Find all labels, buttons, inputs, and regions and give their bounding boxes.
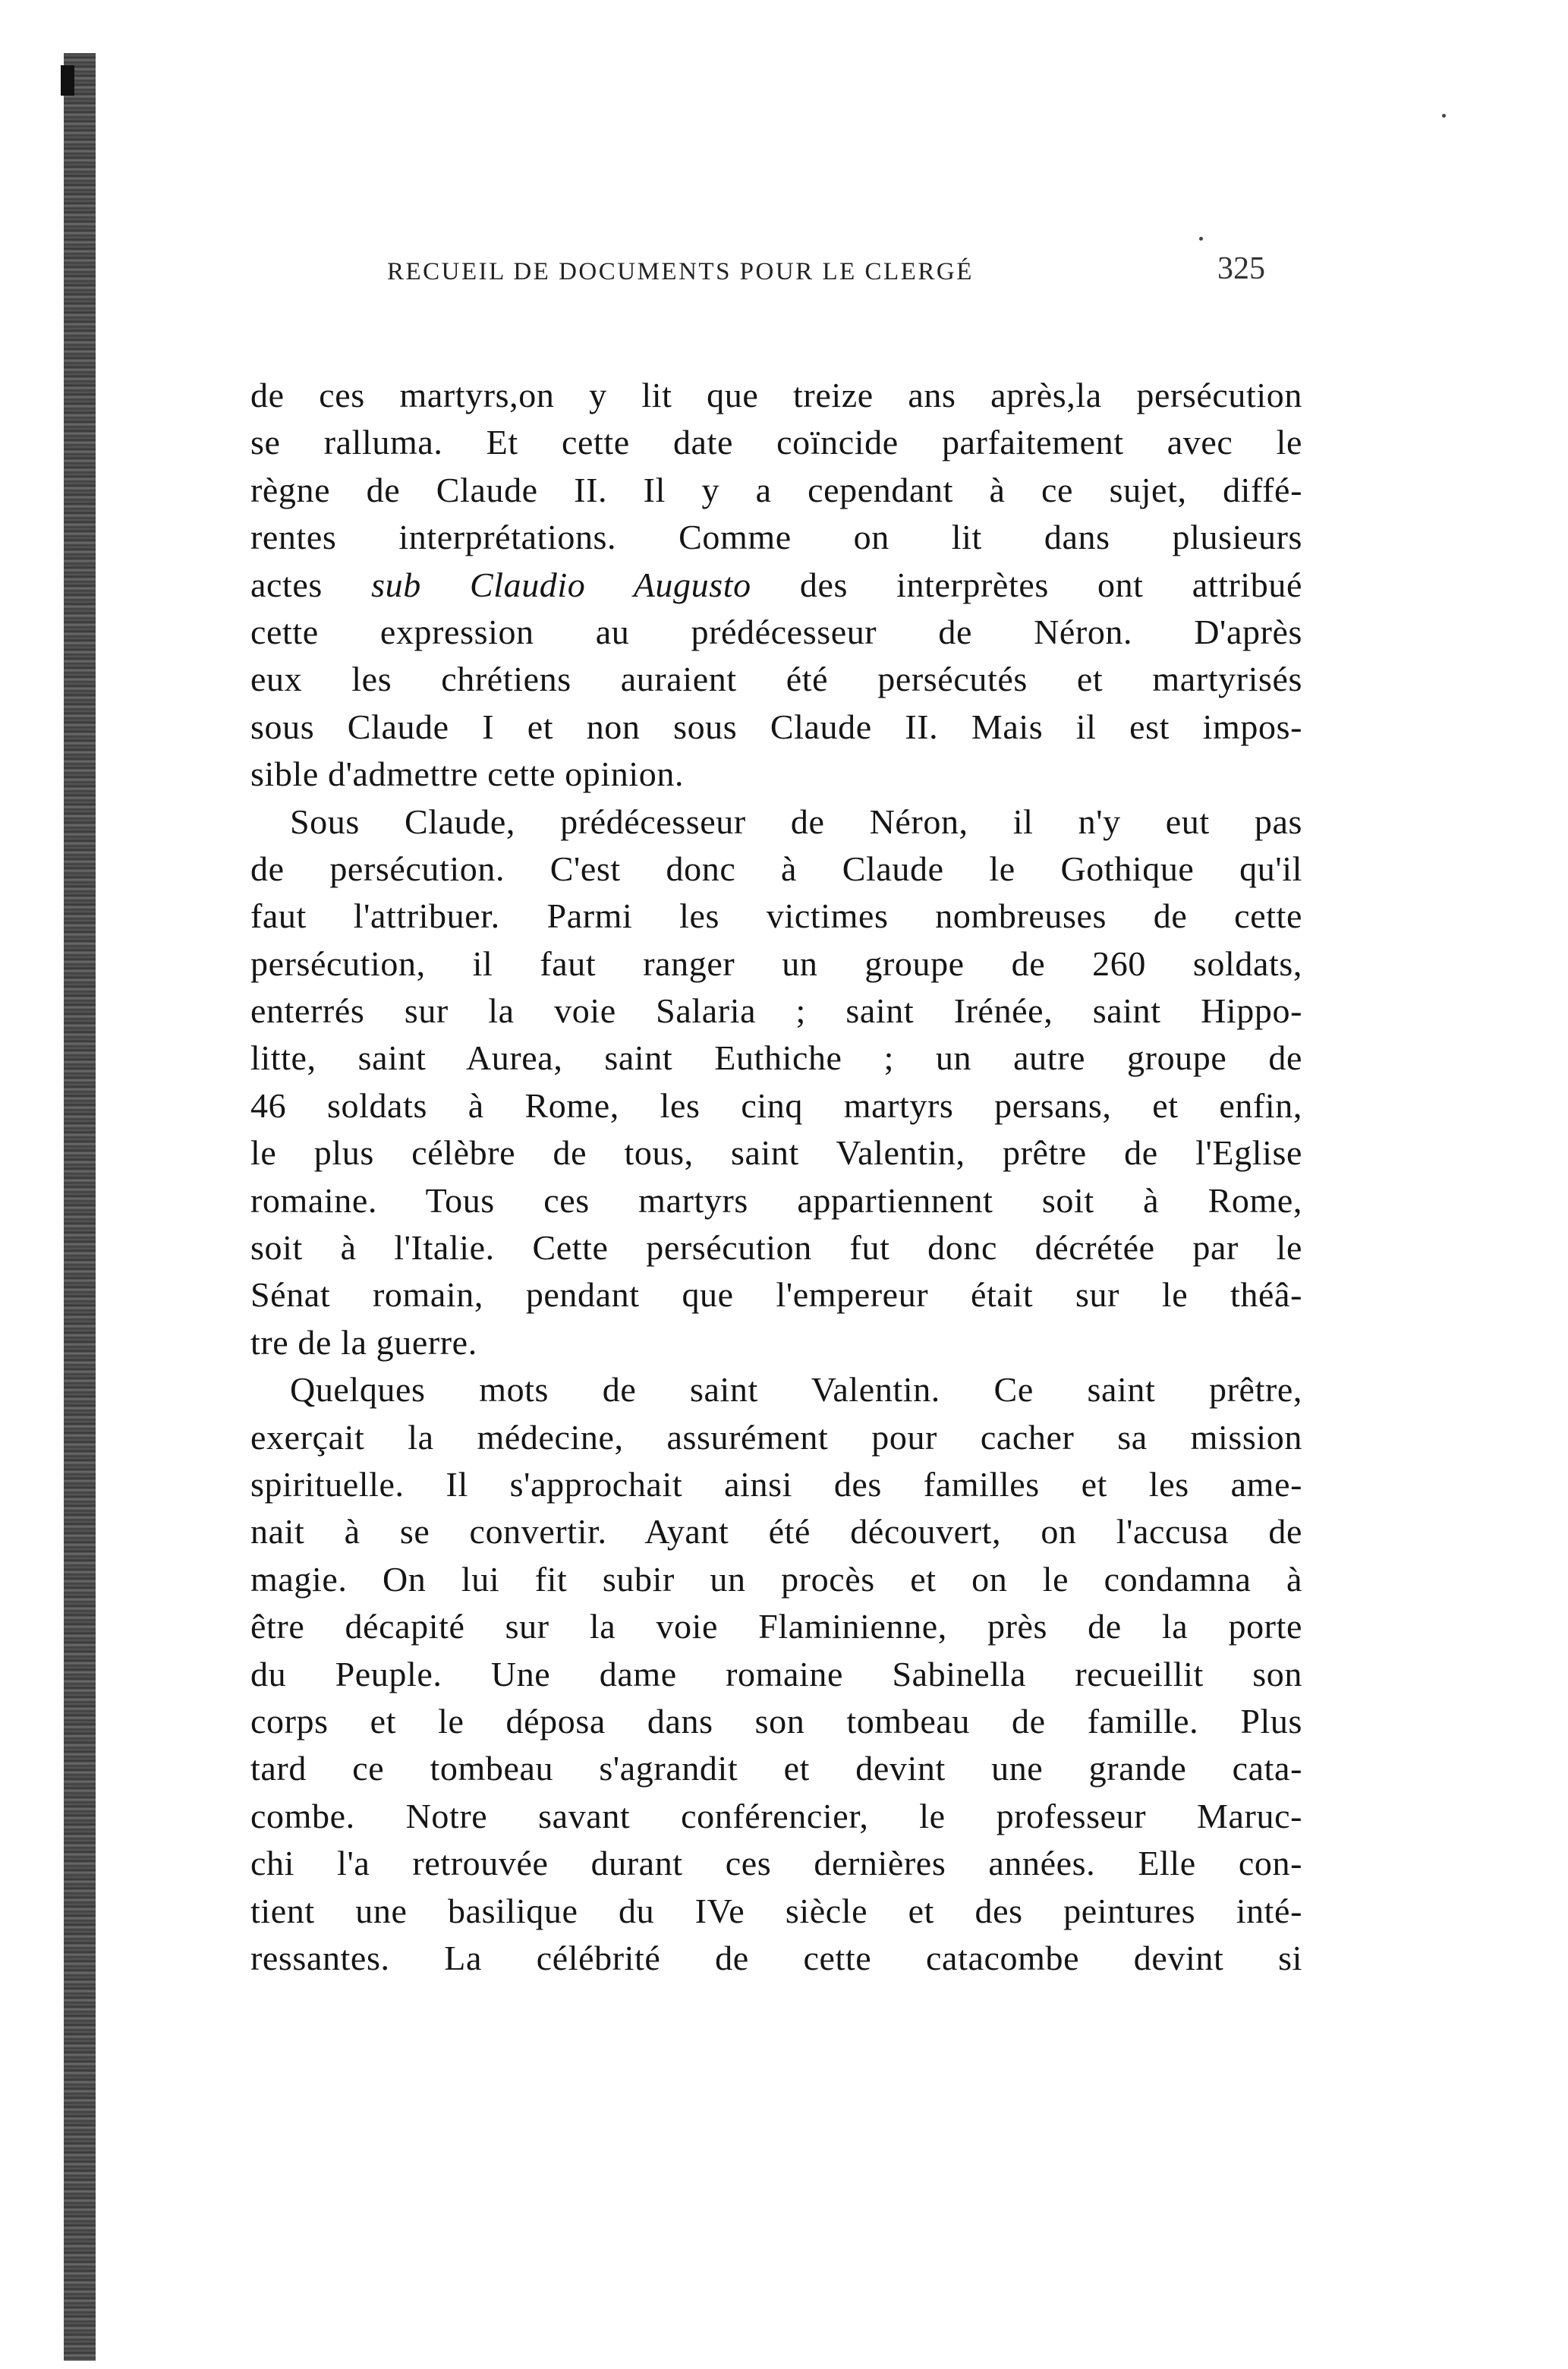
text-line: de ces martyrs,on y lit que treize ans après,la persécution	[250, 376, 1302, 414]
scan-speck	[1199, 237, 1203, 241]
text-line: romaine. Tous ces martyrs appartiennent soit à Rome,	[250, 1180, 1302, 1220]
text-line: le plus célèbre de tous, saint Valentin, prêtre de l'Eglise	[250, 1133, 1302, 1173]
text-line: Sénat romain, pendant que l'empereur était sur le théâ-	[250, 1275, 1302, 1315]
text-line	[250, 562, 1302, 609]
text-fragment: actes	[250, 565, 323, 604]
paragraph-start-line: Sous Claude, prédécesseur de Néron, il n'y eut pas	[290, 802, 1302, 841]
latin-phrase: sub Claudio Augusto	[371, 565, 751, 604]
text-line: de persécution. C'est donc à Claude le Gothique qu'il	[250, 849, 1302, 888]
text-line: enterrés sur la voie Salaria ; saint Irénée, saint Hippo-	[250, 991, 1302, 1031]
text-line: persécution, il faut ranger un groupe de 260 soldats,	[250, 944, 1302, 983]
running-head: RECUEIL DE DOCUMENTS POUR LE CLERGÉ	[387, 258, 974, 285]
text-line: sous Claude I et non sous Claude II. Mais il est impos-	[250, 707, 1302, 746]
text-line: sible d'admettre cette opinion.	[250, 754, 685, 794]
text-line: tient une basilique du IVe siècle et des peintures inté-	[250, 1891, 1302, 1930]
text-line: combe. Notre savant conférencier, le professeur Maruc-	[250, 1796, 1302, 1835]
text-line: rentes interprétations. Comme on lit dans plusieurs	[250, 518, 1302, 557]
text-line: tre de la guerre.	[250, 1322, 477, 1362]
text-line: nait à se convertir. Ayant été découvert, on l'accusa de	[250, 1512, 1302, 1552]
text-line: corps et le déposa dans son tombeau de famille. Plus	[250, 1701, 1302, 1741]
text-line: être décapité sur la voie Flaminienne, près de la porte	[250, 1607, 1302, 1646]
text-line: se ralluma. Et cette date coïncide parfaitement avec le	[250, 423, 1302, 462]
text-line: ressantes. La célébrité de cette catacombe devint si	[250, 1938, 1302, 1977]
text-line: règne de Claude II. Il y a cependant à ce sujet, diffé-	[250, 470, 1302, 509]
text-line: soit à l'Italie. Cette persécution fut donc décrétée par le	[250, 1228, 1302, 1268]
text-line: cette expression au prédécesseur de Néron. D'après	[250, 612, 1302, 651]
paragraph-start-line: Quelques mots de saint Valentin. Ce saint prêtre,	[290, 1370, 1302, 1410]
text-fragment: des interprètes ont attribué	[799, 565, 1302, 604]
text-line: tard ce tombeau s'agrandit et devint une grande cata-	[250, 1749, 1302, 1788]
text-line: du Peuple. Une dame romaine Sabinella recueillit son	[250, 1654, 1302, 1693]
text-line: litte, saint Aurea, saint Euthiche ; un autre groupe de	[250, 1038, 1302, 1078]
text-line: 46 soldats à Rome, les cinq martyrs persans, et enfin,	[250, 1085, 1302, 1125]
body-text	[250, 372, 1302, 1982]
text-line: magie. On lui fit subir un procès et on le condamna à	[250, 1559, 1302, 1599]
text-line: spirituelle. Il s'approchait ainsi des familles et les ame-	[250, 1464, 1302, 1504]
text-line: chi l'a retrouvée durant ces dernières années. Elle con-	[250, 1844, 1302, 1883]
text-line: exerçait la médecine, assurément pour cacher sa mission	[250, 1417, 1302, 1457]
page-number: 325	[1217, 251, 1265, 286]
text-line: faut l'attribuer. Parmi les victimes nombreuses de cette	[250, 896, 1302, 936]
scan-speck	[1442, 114, 1446, 118]
binding-edge-decoration	[64, 53, 96, 2361]
text-line: eux les chrétiens auraient été persécutés et martyrisés	[250, 660, 1302, 699]
binding-tab-decoration	[61, 65, 74, 96]
